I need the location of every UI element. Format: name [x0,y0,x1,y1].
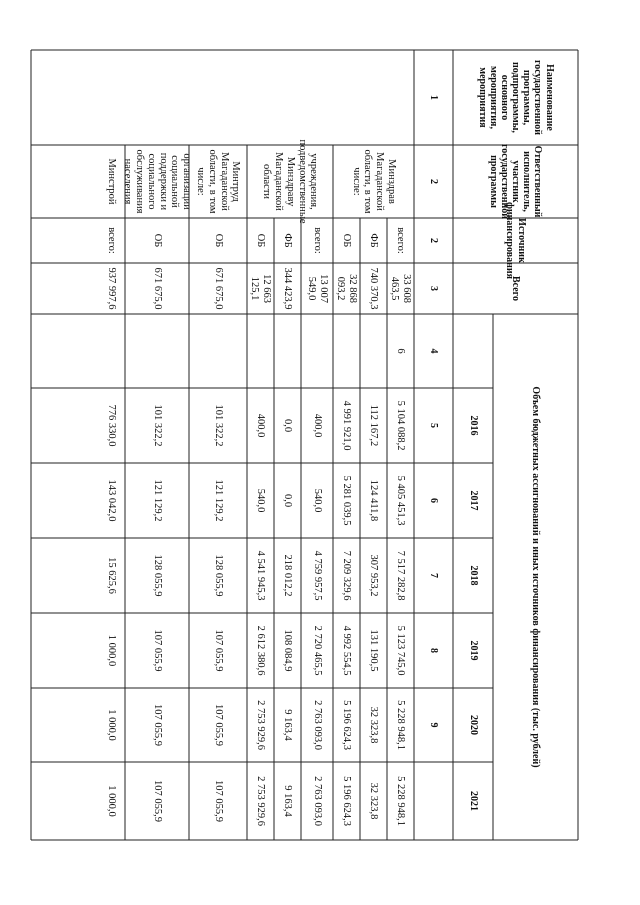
value-cell-2020: 2 763 093,0 [311,700,323,750]
total-cell: 12 663 125,1 [249,274,273,303]
value-cell-2021: 5 196 624,3 [341,776,353,826]
value-cell-blank [360,314,387,388]
source-cell: всего: [395,227,407,254]
value-cell-2021: 107 055,9 [151,780,163,822]
value-cell-blank [125,314,189,388]
column-number-4: 3 [428,286,440,291]
executor-cell: учреждения, подведомственные Минздраву Магаданской области [261,139,320,224]
total-cell: 937 997,6 [106,267,118,310]
header-year-2018: 2018 [467,565,479,586]
column-number-3: 2 [428,238,440,243]
source-cell: ФБ [282,233,294,248]
source-cell: всего: [311,227,323,254]
value-cell-2016: 776 330,0 [106,404,118,447]
value-cell-2017: 5 405 451,3 [395,475,407,526]
column-number-2: 2 [428,179,440,184]
value-cell-2018: 7 517 282,8 [395,550,407,601]
value-cell-2021: 5 228 948,1 [395,776,407,826]
header-volume-cell: Объем бюджетных ассигнований и иных источников финансирования (тыс. рублей) [530,386,542,768]
value-cell-2021: 2 763 093,0 [311,776,323,826]
value-cell-2018: 4 541 945,3 [255,550,267,601]
value-cell-2016: 0,0 [282,418,294,433]
column-number-8: 7 [428,573,440,578]
executor-cell: Минстрой [106,158,118,205]
value-cell-2018: 307 953,2 [368,554,380,597]
value-cell-2019: 108 084,9 [282,629,294,672]
value-cell-2016: 400,0 [255,413,267,438]
header-year-2017: 2017 [467,490,479,511]
value-cell-2021: 9 163,4 [282,785,294,817]
value-cell-2017: 0,0 [282,493,294,508]
value-cell-2020: 1 000,0 [106,709,118,741]
value-cell-2020: 5 196 624,3 [341,700,353,750]
value-cell-2019: 107 055,9 [151,629,163,672]
source-cell: ОБ [255,233,267,248]
header-year-2021: 2021 [467,791,479,811]
column-number-7: 6 [428,498,440,503]
value-cell-2017: 540,0 [255,488,267,513]
total-cell: 13 007 549,0 [306,274,329,303]
total-cell: 33 608 463,5 [389,274,413,303]
total-cell: 671 675,0 [212,267,224,310]
column-number-6: 5 [428,423,440,428]
total-cell: 671 675,0 [151,267,163,310]
source-cell: ОБ [151,233,163,248]
header-year-spacer [453,314,493,388]
column-number-10: 9 [428,722,440,728]
source-cell: ОБ [341,233,353,248]
value-cell-2016: 400,0 [311,413,323,438]
value-cell-2016: 4 991 921,0 [341,400,353,451]
value-cell-blank [247,314,274,388]
value-cell-2020: 2 753 929,6 [255,700,267,750]
value-cell-blank [387,314,414,388]
value-cell-blank [189,314,247,388]
value-cell-2019: 4 992 554,5 [341,625,353,676]
column-number-5: 4 [428,348,440,354]
value-cell-2019: 1 000,0 [106,634,118,667]
value-cell-2017: 124 411,8 [368,479,380,522]
value-cell-2017: 540,0 [311,488,323,513]
value-cell-2017: 121 129,2 [151,479,163,522]
value-cell-2018: 128 055,9 [212,554,224,597]
value-cell-2019: 107 055,9 [212,629,224,672]
value-cell-2020: 9 163,4 [282,709,294,741]
value-cell-2019: 5 123 745,0 [395,625,407,676]
value-cell-2016: 101 322,2 [151,404,163,447]
header-name-cell: Наименование государственной программы, подпрограммы, основного мероприятия, мероприятия [476,59,555,136]
value-cell-2019: 131 190,5 [368,629,380,672]
value-cell-2018: 15 625,6 [106,557,118,594]
executor-cell: Минтруд Магаданской области, в том числе: [195,149,242,214]
value-cell-blank [274,314,301,388]
value-cell-2018: 4 759 957,5 [311,550,323,601]
executor-cell: организации социальной поддержки и социального обслуживания населения [122,149,193,214]
total-cell: 344 423,9 [282,267,294,310]
value-cell-2020: 107 055,9 [151,704,163,746]
value-cell-2018: 128 055,9 [151,554,163,597]
value-cell-2021: 32 323,8 [368,782,380,820]
value-cell-2018: 218 012,2 [282,554,294,597]
total-cell: 740 370,3 [368,267,380,310]
header-total-cell: Всего [510,276,522,301]
extra-column-number: 6 [395,348,407,354]
value-cell-blank [301,314,333,388]
header-executor-cell: Ответственный исполнитель, участник государственной программы [487,143,544,220]
executor-cell: Минздрав Магаданской области, в том числе: [350,149,397,214]
header-year-2020: 2020 [467,715,479,735]
value-cell-2018: 7 209 329,6 [341,550,353,601]
total-cell: 32 868 093,2 [335,274,359,303]
header-source-cell: Источник финансирования [504,201,527,280]
source-cell: всего: [106,227,118,254]
source-cell: ОБ [212,233,224,248]
header-year-2019: 2019 [467,640,479,661]
value-cell-2017: 143 042,0 [106,479,118,522]
value-cell-2021: 107 055,9 [212,780,224,822]
value-cell-2016: 112 167,2 [368,404,380,447]
header-year-2016: 2016 [467,415,479,436]
value-cell-2016: 5 104 088,2 [395,400,407,451]
value-cell-2021: 2 753 929,6 [255,776,267,826]
rotated-table-page [31,50,578,840]
source-cell: ФБ [368,233,380,248]
value-cell-2017: 5 281 039,5 [341,475,353,526]
value-cell-blank [333,314,360,388]
column-number-1: 1 [428,95,440,100]
value-cell-2019: 2 720 465,5 [311,625,323,676]
value-cell-2016: 101 322,2 [212,404,224,447]
value-cell-2021: 1 000,0 [106,785,118,817]
column-number-9: 8 [428,648,440,653]
value-cell-blank [98,314,125,388]
value-cell-2020: 107 055,9 [212,704,224,746]
value-cell-2020: 5 228 948,1 [395,700,407,750]
value-cell-2019: 2 612 380,6 [255,625,267,676]
value-cell-2020: 32 323,8 [368,706,380,744]
value-cell-2017: 121 129,2 [212,479,224,522]
